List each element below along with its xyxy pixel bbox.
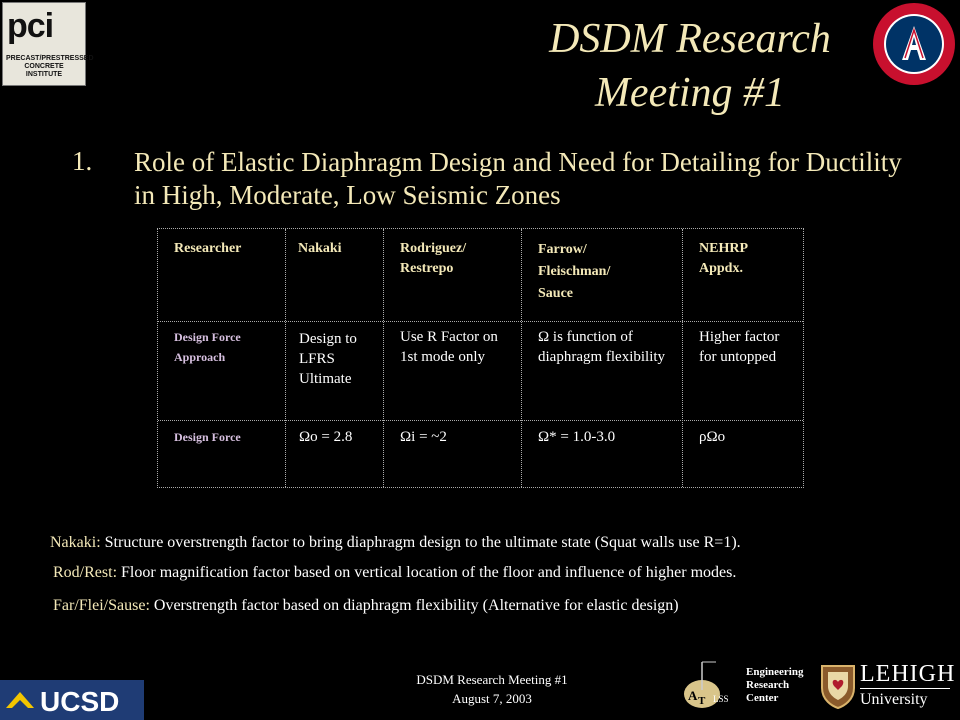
approach-nehrp-appdx: Higher factor for untopped	[699, 329, 780, 365]
erc-line1: Engineering	[746, 666, 804, 678]
header-rodriguez-restrepo: Rodriguez/ Restrepo	[400, 241, 467, 276]
footer-meeting-info	[360, 670, 624, 708]
pci-logo-letters: pci	[7, 7, 54, 45]
erc-line3: Center	[746, 692, 779, 704]
lehigh-university: University	[860, 691, 928, 708]
comparison-table	[157, 228, 804, 488]
note-far-flei-sause-text: Overstrength factor based on diaphragm flexibility (Alternative for elastic design)	[149, 597, 679, 614]
point-text: Role of Elastic Diaphragm Design and Need for Detailing for Ductility in High, Moderate, Low Seismic Zones	[134, 147, 902, 210]
force-nehrp-appdx: ρΩo	[699, 429, 726, 445]
approach-nakaki: Design to LFRS Ultimate	[299, 331, 357, 387]
note-far-flei-sause	[53, 596, 679, 616]
note-rod-rest-text: Floor magnification factor based on vertical location of the floor and influence of higher modes.	[117, 564, 737, 581]
slide-title-line1: DSDM Research	[549, 16, 831, 62]
slide-title-line2: Meeting #1	[594, 70, 786, 116]
atlss-t: T	[698, 695, 706, 707]
atlss-logo	[682, 660, 738, 712]
header-nehrp-appdx: NEHRP Appdx.	[699, 241, 748, 276]
note-nakaki-text: Structure overstrength factor to bring diaphragm design to the ultimate state (Squat walls use R=1).	[100, 534, 741, 551]
header-researcher: Researcher	[174, 241, 242, 256]
erc-line2: Research	[746, 679, 790, 691]
footer-line1: DSDM Research Meeting #1	[416, 672, 568, 687]
note-far-flei-sause-label: Far/Flei/Sause:	[53, 597, 150, 614]
header-nakaki: Nakaki	[298, 241, 342, 256]
slide-title	[480, 12, 900, 120]
arizona-engineering-seal-logo	[872, 2, 956, 86]
force-nakaki: Ωo = 2.8	[299, 429, 353, 445]
row-label-design-force-approach: Design Force Approach	[174, 330, 241, 364]
engineering-research-center-label	[746, 666, 803, 705]
force-farrow-fleischman-sauce: Ω* = 1.0-3.0	[538, 429, 616, 445]
pci-logo-subtitle: PRECAST/PRESTRESSED CONCRETE INSTITUTE	[6, 55, 94, 78]
pci-logo	[2, 2, 94, 86]
approach-farrow-fleischman-sauce: Ω is function of diaphragm flexibility	[538, 329, 666, 365]
row-label-design-force: Design Force	[174, 430, 241, 444]
force-rodriguez-restrepo: Ωi = ~2	[400, 429, 447, 445]
header-farrow-fleischman-sauce: Farrow/ Fleischman/ Sauce	[538, 242, 611, 301]
lehigh-divider	[860, 688, 950, 689]
approach-rodriguez-restrepo: Use R Factor on 1st mode only	[400, 329, 498, 365]
ucsd-logo	[0, 680, 144, 720]
footer-line2: August 7, 2003	[452, 691, 532, 706]
note-nakaki-label: Nakaki:	[50, 534, 101, 551]
note-rod-rest-label: Rod/Rest:	[53, 564, 118, 581]
lehigh-shield-logo	[818, 662, 858, 710]
lehigh-name: LEHIGH	[860, 661, 956, 687]
note-nakaki	[50, 533, 741, 553]
atlss-lss: LSS	[713, 694, 729, 704]
point-number: 1.	[72, 146, 93, 176]
ucsd-logo-text: UCSD	[40, 686, 120, 717]
note-rod-rest	[53, 563, 736, 583]
atlss-a: A	[688, 688, 698, 703]
